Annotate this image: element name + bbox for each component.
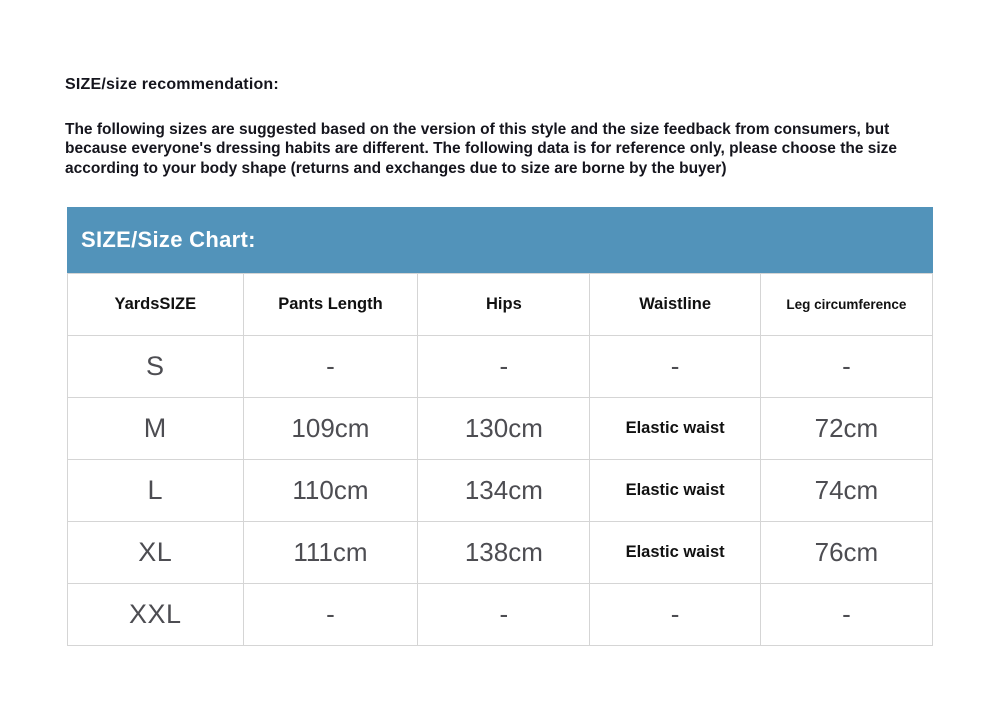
col-header-pants-length: Pants Length — [243, 274, 418, 336]
cell-size-s: S — [68, 336, 244, 398]
size-chart-title: SIZE/Size Chart: — [81, 227, 256, 252]
size-table-header-row — [68, 274, 933, 336]
cell-xl-pants-length: 111cm — [243, 522, 418, 584]
col-header-hips: Hips — [418, 274, 590, 336]
cell-xxl-hips: - — [418, 584, 590, 646]
recommendation-title: SIZE/size recommendation: — [65, 76, 279, 93]
cell-l-pants-length: 110cm — [243, 460, 418, 522]
size-table — [67, 273, 933, 646]
cell-s-leg-circumference: - — [760, 336, 932, 398]
col-header-leg-circumference: Leg circumference — [760, 274, 932, 336]
col-header-yards-size: YardsSIZE — [68, 274, 244, 336]
table-row-l — [68, 460, 933, 522]
table-row-xxl — [68, 584, 933, 646]
cell-xl-waistline: Elastic waist — [590, 522, 760, 584]
cell-size-xl: XL — [68, 522, 244, 584]
cell-s-pants-length: - — [243, 336, 418, 398]
col-header-waistline: Waistline — [590, 274, 760, 336]
size-chart-section — [67, 207, 933, 646]
recommendation-text: The following sizes are suggested based on the version of this style and the size feedback from consumers, but because everyone's dressing habits are different. The following data is for reference only, please choose the size according to your body shape (returns and exchanges due to size are borne by the buyer) — [65, 121, 898, 177]
table-row-xl — [68, 522, 933, 584]
cell-s-waistline: - — [590, 336, 760, 398]
cell-l-leg-circumference: 74cm — [760, 460, 932, 522]
cell-size-l: L — [68, 460, 244, 522]
cell-m-waistline: Elastic waist — [590, 398, 760, 460]
size-chart-header — [67, 207, 933, 273]
cell-size-xxl: XXL — [68, 584, 244, 646]
cell-xl-leg-circumference: 76cm — [760, 522, 932, 584]
cell-xxl-pants-length: - — [243, 584, 418, 646]
cell-s-hips: - — [418, 336, 590, 398]
cell-xxl-leg-circumference: - — [760, 584, 932, 646]
cell-xxl-waistline: - — [590, 584, 760, 646]
cell-size-m: M — [68, 398, 244, 460]
cell-m-pants-length: 109cm — [243, 398, 418, 460]
cell-xl-hips: 138cm — [418, 522, 590, 584]
cell-m-hips: 130cm — [418, 398, 590, 460]
table-row-m — [68, 398, 933, 460]
cell-l-waistline: Elastic waist — [590, 460, 760, 522]
cell-m-leg-circumference: 72cm — [760, 398, 932, 460]
cell-l-hips: 134cm — [418, 460, 590, 522]
table-row-s — [68, 336, 933, 398]
